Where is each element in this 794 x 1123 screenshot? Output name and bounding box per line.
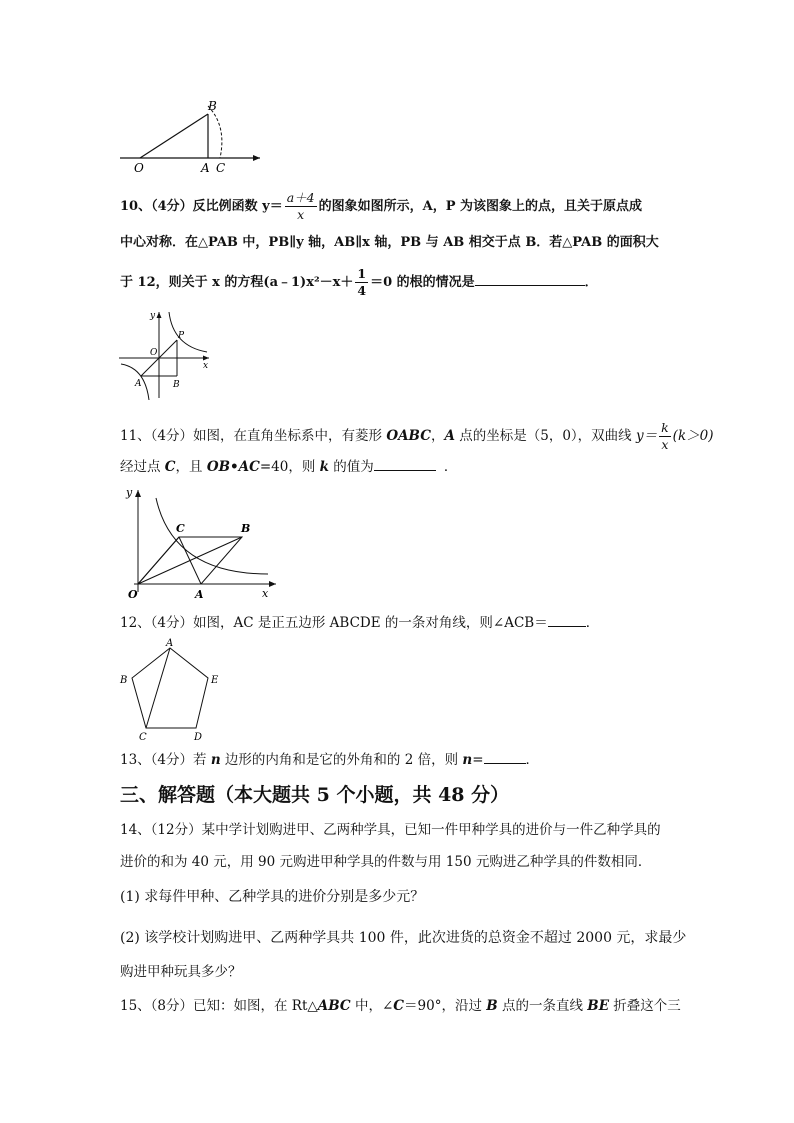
q10-frac-den: x [297, 207, 305, 222]
q10-fig-O: O [150, 348, 158, 358]
q13-text-b: n [210, 752, 221, 768]
q15-text-b: ABC [317, 998, 351, 1014]
q14-sub1: (1) 求每件甲种、乙种学具的进价分别是多少元？ [120, 889, 425, 905]
q10-fig-y: y [150, 311, 156, 321]
q11-text2-c: ，且 [175, 459, 207, 475]
q11-text1-f: y＝ [635, 428, 658, 444]
q11-fig-x: x [262, 587, 269, 600]
q11-text1-c: ， [430, 428, 445, 444]
q15-text-c: 中，∠ [350, 998, 394, 1014]
q10-line2: 中心对称．在△PAB 中，PB∥y 轴，AB∥x 轴，PB 与 AB 相交于点 B．若△PAB 的面积大 [120, 235, 659, 250]
q12-fig-C: C [139, 732, 147, 743]
q11-fig-A: A [195, 588, 204, 601]
q13-text-a: 13、（4分）若 [120, 752, 211, 768]
q11-text2-e: =40，则 [259, 459, 320, 475]
q15-line1 [120, 996, 681, 1016]
q11-text1-b: OABC [386, 428, 431, 444]
q14-sub2-line2: 购进甲种玩具多少？ [120, 964, 242, 980]
q14-sub2-line1: (2) 该学校计划购进甲、乙两种学具共 100 件，此次进货的总资金不超过 2000 元，求最少 [120, 930, 687, 946]
q10-frac-num: a＋4 [286, 190, 315, 205]
q12-line [120, 612, 599, 633]
label-C: C [216, 161, 226, 175]
figure-q10-hyperbola [115, 306, 215, 402]
label-B: B [208, 99, 217, 113]
q15-text-h: BE [587, 998, 609, 1014]
q15-text-d: C [393, 998, 405, 1014]
q10-text3-a: 于 12，则关于 x 的方程(a﹣1)x²－x＋ [120, 275, 354, 290]
q15-text-e: ＝90°，沿过 [404, 998, 487, 1014]
label-O: O [134, 161, 144, 175]
q11-text2-d: OB•AC [206, 459, 260, 475]
q10-line1 [120, 190, 642, 223]
q15-text-a: 15、（8分）已知：如图，在 Rt△ [120, 998, 318, 1014]
q10-fraction-2 [355, 266, 368, 299]
section-title: 三、解答题（本大题共 5 个小题，共 48 分） [120, 784, 510, 806]
q11-text1-d: A [444, 428, 455, 444]
q13-text-c: 边形的内角和是它的外角和的 2 倍，则 [220, 752, 463, 768]
q13-line [120, 749, 539, 770]
q14-line2: 进价的和为 40 元，用 90 元购进甲种学具的件数与用 150 元购进乙种学具的件数相同． [120, 854, 652, 870]
q15-text-f: B [486, 998, 498, 1014]
q11-text1-a: 11、（4分）如图，在直角坐标系中，有菱形 [120, 428, 387, 444]
q13-text-e: = [472, 752, 484, 768]
q11-line1 [120, 420, 713, 453]
q12-text-end: ． [585, 615, 600, 631]
q11-fig-O: O [128, 588, 138, 601]
q10-fig-A: A [135, 379, 142, 389]
q11-text2-g: 的值为 [329, 459, 374, 475]
q15-text-g: 点的一条直线 [497, 998, 588, 1014]
q10-fig-B: B [173, 380, 180, 390]
q13-text-d: n [462, 752, 473, 768]
q12-fig-A: A [166, 638, 174, 649]
q11-text1-e: 点的坐标是（5，0），双曲线 [454, 428, 636, 444]
q10-text3-b: ＝0 的根的情况是 [370, 275, 475, 290]
q10-frac2-den: 4 [357, 283, 367, 298]
q11-frac-den: x [661, 437, 669, 452]
q11-text2-end: ． [443, 459, 458, 475]
q11-fig-B: B [241, 522, 251, 535]
q11-text2-f: k [319, 459, 330, 475]
q10-answer-blank[interactable] [475, 271, 585, 286]
figure-q11-rhombus [118, 484, 283, 602]
q11-text2-a: 经过点 [120, 459, 165, 475]
q12-fig-E: E [211, 675, 219, 686]
q13-answer-blank[interactable] [484, 749, 526, 764]
q15-text-i: 折叠这个三 [608, 998, 681, 1014]
q14-line1: 14、（12分）某中学计划购进甲、乙两种学具，已知一件甲种学具的进价与一件乙种学具的 [120, 822, 661, 838]
q10-text1: 的图象如图所示，A，P 为该图象上的点，且关于原点成 [318, 199, 643, 214]
q10-frac2-num: 1 [357, 266, 367, 281]
q11-line2 [120, 456, 457, 477]
q10-prefix: 10、（4分）反比例函数 y＝ [120, 199, 283, 214]
q10-fig-P: P [178, 331, 185, 341]
q11-fraction [659, 420, 671, 453]
q11-answer-blank[interactable] [374, 456, 436, 471]
q11-fig-y: y [126, 486, 133, 499]
q11-text1-g: (k＞0) [672, 428, 714, 444]
q11-text2-b: C [164, 459, 176, 475]
q13-text-end: ． [525, 752, 540, 768]
q10-line3 [120, 266, 598, 299]
q11-frac-num: k [661, 420, 669, 435]
q10-text3-end: ． [584, 275, 598, 290]
q10-fig-x: x [203, 361, 209, 371]
q11-fig-C: C [176, 522, 185, 535]
q12-fig-D: D [194, 732, 203, 743]
figure-q9-diagram [110, 96, 270, 178]
q12-text: 12、（4分）如图，AC 是正五边形 ABCDE 的一条对角线，则∠ACB＝ [120, 615, 548, 631]
figure-q12-pentagon [114, 636, 224, 744]
label-A: A [201, 161, 210, 175]
q12-answer-blank[interactable] [548, 612, 586, 627]
q12-fig-B: B [120, 675, 128, 686]
q10-fraction [285, 190, 317, 223]
